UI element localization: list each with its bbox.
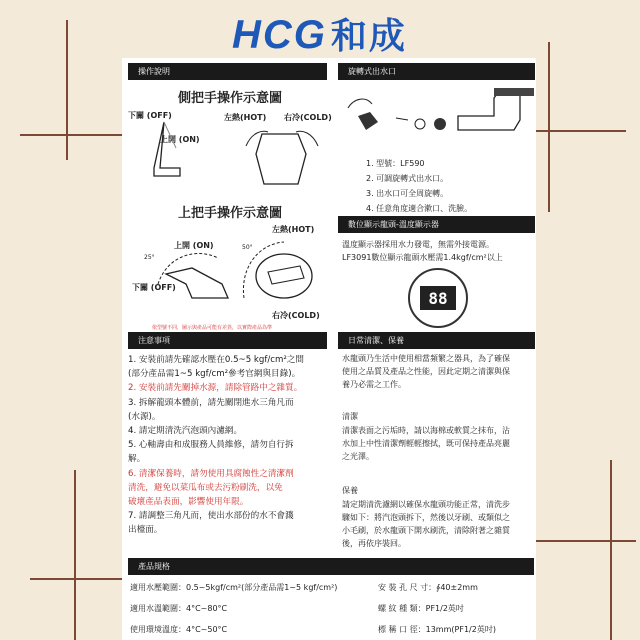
maintenance-text-line: 小毛刷，於水龍頭下開水刷洗，清除附著之雜質 <box>342 526 510 535</box>
top-off-label: 下關 (OFF) <box>132 283 176 292</box>
maintenance-text-line: 後，再依序裝回。 <box>342 539 406 548</box>
note-line: 破壞產品表面，影響使用年限。 <box>128 497 249 508</box>
spec-right-item: 螺 紋 種 類：PF1/2英吋 <box>378 604 464 613</box>
notes-list <box>128 353 333 538</box>
swivel-header: 旋轉式出水口 <box>338 63 535 80</box>
clean-text-line: 清潔表面之污垢時，請以海棉或軟質之抹布，沾 <box>342 426 510 435</box>
side-on-label: 上開 (ON) <box>160 135 200 144</box>
digital-text-line: 溫度顯示器採用水力發電，無需外接電源。 <box>342 240 494 249</box>
care-intro-line: 使用之品質及產品之性能，因此定期之清潔與保 <box>342 367 510 376</box>
clean-title: 清潔 <box>342 412 358 421</box>
care-intro-line: 養乃必需之工作。 <box>342 380 406 389</box>
clean-text <box>342 424 510 463</box>
note-line: 1. 安裝前請先確認水壓在0.5~5 kgf/cm²之間 <box>128 355 305 365</box>
note-line: 2. 安裝前請先關掉水源，請除管路中之雜質。 <box>128 383 303 394</box>
care-header: 日常清潔、保養 <box>338 332 535 349</box>
decor-line <box>610 460 612 640</box>
note-line: 5. 心軸壽由和成服務人員維修，請勿自行拆 <box>128 440 294 451</box>
note-line: (部分產品需1~5 kgf/cm²參考官網與目錄)。 <box>128 369 301 380</box>
maintenance-text-line: 驟如下：將汽泡頭拆下，然後以牙刷、或類似之 <box>342 513 510 522</box>
side-handle-title: 側把手操作示意圖 <box>178 91 283 106</box>
top-handle-title: 上把手操作示意圖 <box>178 206 283 221</box>
top-handle-top-drawing <box>238 238 328 310</box>
decor-line <box>66 20 68 160</box>
side-handle-top-drawing <box>242 124 322 190</box>
care-intro <box>342 352 510 391</box>
logo-chinese: 和成 <box>330 15 407 56</box>
spec-right-item: 安 裝 孔 尺 寸：∮40±2mm <box>378 583 478 592</box>
side-off-label: 下關 (OFF) <box>128 111 172 120</box>
note-line: 解。 <box>128 454 146 465</box>
maintenance-text-line: 請定期清洗濾網以確保水龍頭功能正常，清洗步 <box>342 500 510 509</box>
swivel-item: 4. 任意角度適合漱口、洗臉。 <box>366 204 473 213</box>
note-line: 3. 拆解龍頭本體前，請先關閉進水三角凡而 <box>128 397 294 408</box>
top-on-label: 上開 (ON) <box>174 241 214 250</box>
display-screen: 88 <box>420 286 456 310</box>
angle-50-label: 50° <box>242 244 253 251</box>
top-handle-lever-drawing <box>152 244 242 304</box>
clean-text-line: 之光澤。 <box>342 452 374 461</box>
swivel-list <box>366 156 472 216</box>
digital-text-line: LF3091數位顯示龍頭水壓需1.4kgf/cm²以上 <box>342 253 503 262</box>
decor-line <box>74 470 76 640</box>
spec-left-item: 使用環境溫度：4°C~50°C <box>130 625 228 634</box>
notes-header: 注意事項 <box>128 332 327 349</box>
swivel-item: 2. 可調旋轉式出水口。 <box>366 174 449 183</box>
top-hot-label: 左熱(HOT) <box>272 225 315 234</box>
note-line: 7. 請調整三角凡而，使出水部份的水不會濺 <box>128 511 294 522</box>
swivel-item: 1. 型號：LF590 <box>366 159 425 168</box>
spec-left-item: 適用水溫範圍：4°C~80°C <box>130 604 228 613</box>
instruction-sheet <box>122 58 536 640</box>
side-hot-label: 左熱(HOT) <box>224 113 267 122</box>
note-line: 6. 清潔保養時，請勿使用具腐蝕性之清潔劑 <box>128 468 294 479</box>
logo-latin: HCG <box>232 13 327 57</box>
digital-text <box>342 238 503 264</box>
specs-header: 產品規格 <box>128 558 534 575</box>
operation-header: 操作說明 <box>128 63 327 80</box>
top-cold-label: 右冷(COLD) <box>272 311 320 320</box>
decor-line <box>548 42 550 212</box>
spec-left-item: 適用水壓範圍：0.5~5kgf/cm²(部分產品需1~5 kgf/cm²) <box>130 583 338 592</box>
swivel-outlet-drawing <box>344 88 534 148</box>
maintenance-title: 保養 <box>342 486 358 495</box>
digital-header: 數位顯示龍頭-溫度顯示器 <box>338 216 535 233</box>
care-intro-line: 水龍頭乃生活中使用相當頻繁之器具，為了確保 <box>342 354 510 363</box>
angle-25-label: 25° <box>144 254 155 261</box>
note-line: 出檯面。 <box>128 525 163 536</box>
brand-logo <box>232 8 407 59</box>
note-line: 清洗，避免以菜瓜布或去污粉刷洗，以免 <box>128 482 283 493</box>
side-handle-lever-drawing <box>150 118 190 188</box>
diagram-disclaimer: 依型號不同，圖示與產品可能有差異，以實際產品為準 <box>152 325 273 331</box>
clean-text-line: 水加上中性清潔劑輕輕擦拭，既可保持產品亮麗 <box>342 439 510 448</box>
swivel-item: 3. 出水口可全周旋轉。 <box>366 189 449 198</box>
spec-right-item: 標 稱 口 徑：13mm(PF1/2英吋) <box>378 625 496 634</box>
temperature-display <box>408 268 468 328</box>
note-line: (水源)。 <box>128 411 161 422</box>
side-cold-label: 右冷(COLD) <box>284 113 332 122</box>
maintenance-text <box>342 498 510 550</box>
note-line: 4. 請定期清洗汽泡頭內濾網。 <box>128 426 243 437</box>
